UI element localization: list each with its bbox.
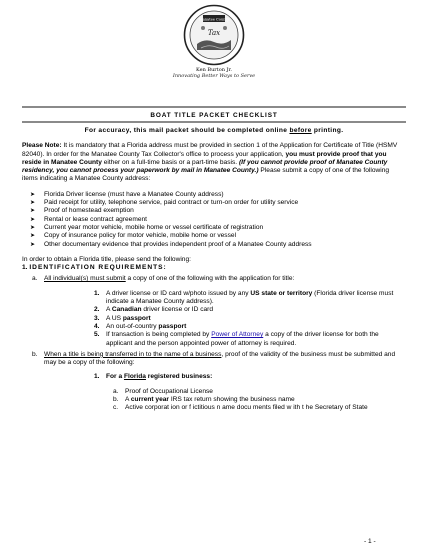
arrow-bullet-icon: ➤ bbox=[30, 190, 36, 198]
logo-name: Ken Burton Jr. bbox=[196, 67, 232, 73]
page-number: - 1 - bbox=[364, 538, 376, 545]
header-rule-top bbox=[22, 106, 406, 108]
list-item: b. A current year IRS tax return showing the business name bbox=[113, 396, 295, 404]
list-item: 1. A driver license or ID card w/photo issued by any US state or territory (Florida driver license must indicate a Manatee County address). bbox=[94, 289, 394, 306]
list-item: ➤ Paid receipt for utility, telephone service, paid contract or turn-on order for utility service bbox=[30, 199, 299, 207]
arrow-bullet-icon: ➤ bbox=[30, 232, 36, 240]
seal-top-text: Manatee County bbox=[198, 17, 230, 22]
residency-proof-list bbox=[22, 191, 406, 249]
please-note-paragraph: Please Note: It is mandatory that a Florida address must be provided in section 1 of the Application for Certificate of Title (HSMV 82040). In order for the Manatee County Tax Collector's office to process your application, you must provide proof that you reside in Manatee County either on a full-time basis or a part-time basis. (If you cannot provide proof of Manatee County residency, you cannot process your paperwork by mail in Manatee County.) Please submit a copy of one of the following items indicating a Manatee County address: bbox=[22, 142, 398, 183]
page-title: BOAT TITLE PACKET CHECKLIST bbox=[150, 112, 278, 119]
county-seal-icon bbox=[183, 4, 245, 66]
seal-center-text: Tax bbox=[207, 29, 221, 37]
tax-collector-logo bbox=[170, 4, 258, 79]
arrow-bullet-icon: ➤ bbox=[30, 215, 36, 223]
logo-tagline: Innovating Better Ways to Serve bbox=[172, 73, 256, 79]
header-rule-bottom bbox=[22, 121, 406, 123]
list-item: ➤ Florida Driver license (must have a Manatee County address) bbox=[30, 190, 224, 198]
requirement-b: b. When a title is being transferred in to the name of a business, proof of the validity of the business must be submitted and may be a copy of the following: bbox=[32, 350, 396, 367]
list-item: 4. An out-of-country passport bbox=[94, 322, 187, 330]
section-identification-heading: 1. IDENTIFICATION REQUIREMENTS: bbox=[22, 264, 167, 272]
list-item: ➤ Proof of homestead exemption bbox=[30, 207, 134, 215]
requirement-a: a. All individual(s) must submit a copy of one of the following with the application for title: bbox=[32, 275, 295, 283]
list-item: ➤ Copy of insurance policy for motor vehicle, mobile home or vessel bbox=[30, 232, 237, 240]
list-item: 2. A Canadian driver license or ID card bbox=[94, 306, 214, 314]
note-label: Please Note: bbox=[22, 142, 62, 150]
power-of-attorney-link[interactable]: Power of Attorney bbox=[211, 331, 264, 339]
arrow-bullet-icon: ➤ bbox=[30, 240, 36, 248]
document-body bbox=[22, 127, 406, 413]
accuracy-emphasis: before bbox=[289, 127, 312, 134]
list-item: ➤ Current year motor vehicle, mobile home or vessel certificate of registration bbox=[30, 223, 264, 231]
list-item: a. Proof of Occupational License bbox=[113, 387, 213, 395]
list-item: 3. A US passport bbox=[94, 314, 151, 322]
florida-business-documents bbox=[22, 388, 406, 413]
list-item: c. Active corporat ion or f ictitious n ame docu ments filed w ith t he Secretary of State bbox=[113, 404, 368, 412]
arrow-bullet-icon: ➤ bbox=[30, 207, 36, 215]
id-document-list bbox=[22, 290, 406, 348]
list-item: 1. For a Florida registered business: bbox=[94, 373, 213, 381]
accuracy-notice: For accuracy, this mail packet should be completed online before printing. bbox=[84, 127, 344, 134]
list-item: ➤ Rental or lease contract agreement bbox=[30, 215, 147, 223]
arrow-bullet-icon: ➤ bbox=[30, 223, 36, 231]
business-proof-list bbox=[22, 373, 406, 381]
arrow-bullet-icon: ➤ bbox=[30, 199, 36, 207]
list-item: 5. If transaction is being completed by Power of Attorney a copy of the driver license for both the applicant and the person appointed power of attorney is required. bbox=[94, 331, 379, 347]
list-item: ➤ Other documentary evidence that provides independent proof of a Manatee County address bbox=[30, 240, 312, 248]
obtain-title-intro: In order to obtain a Florida title, please send the following: bbox=[22, 255, 191, 263]
